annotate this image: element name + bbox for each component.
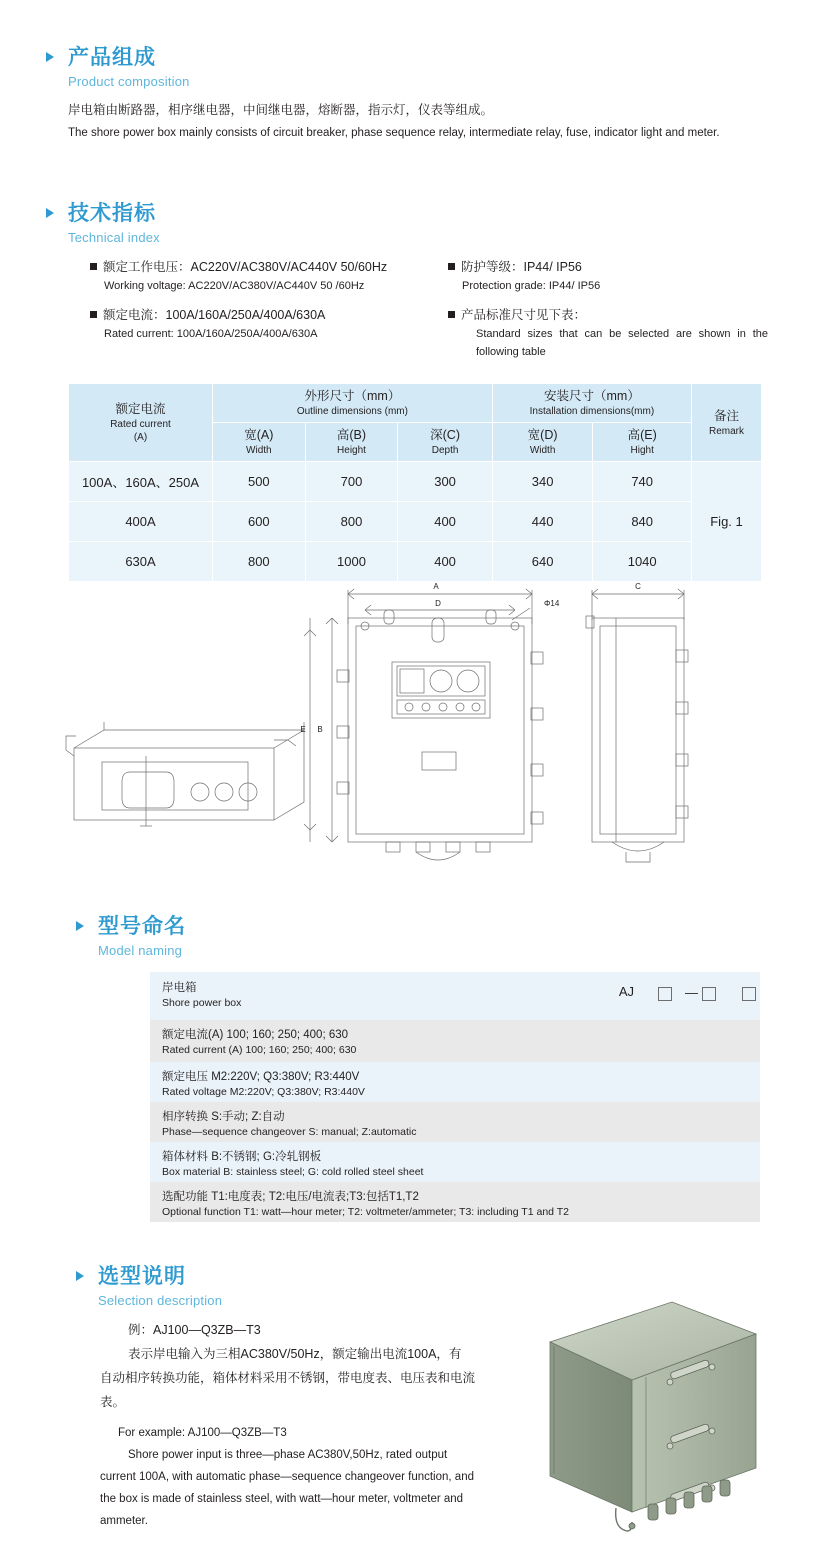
- drawing-side-view: [586, 589, 688, 862]
- th-en: Hight: [630, 445, 654, 456]
- model-row-cn: 箱体材料 B:不锈钢; G:冷轧钢板: [162, 1151, 322, 1163]
- body-en-3: the box is made of stainless steel, with watt—hour meter, voltmeter and: [100, 1493, 464, 1505]
- product-composition-body-cn: 岸电箱由断路器，相序继电器，中间继电器，熔断器，指示灯，仪表等组成。: [68, 103, 494, 117]
- dim-label-d: D: [435, 599, 441, 608]
- th-remark: [692, 384, 762, 462]
- spec-table-body: [69, 462, 762, 582]
- square-bullet-icon: [448, 263, 455, 270]
- th-cn: 深(C): [430, 428, 460, 442]
- triangle-bullet-icon: [76, 1271, 84, 1281]
- cell-current: 400A: [69, 502, 213, 542]
- th-height-b: [305, 423, 398, 462]
- tech-item-en: Standard sizes that can be selected are shown in the following table: [476, 328, 768, 358]
- th-en: Width: [529, 445, 556, 456]
- square-bullet-icon: [90, 311, 97, 318]
- tech-item-working-voltage: [90, 258, 440, 295]
- dim-label-c: C: [635, 582, 641, 591]
- th-cn: 宽(D): [527, 428, 558, 442]
- section-title-cn: 产品组成: [68, 46, 156, 69]
- cell-depth-c: 300: [398, 462, 493, 502]
- section-title-en: Model naming: [98, 943, 183, 958]
- section-heading-model-naming: [98, 915, 186, 960]
- example-en: For example: AJ100—Q3ZB—T3: [118, 1427, 287, 1439]
- cell-width-d: 640: [492, 542, 593, 582]
- th-unit: (A): [133, 432, 148, 443]
- model-row-cn: 相序转换 S:手动; Z:自动: [162, 1111, 285, 1123]
- th-installation-dimensions: [492, 384, 691, 423]
- th-cn: 额定电流: [115, 402, 166, 416]
- dim-label-b: B: [317, 725, 323, 734]
- cell-height-b: 1000: [305, 542, 398, 582]
- model-row-en: Rated voltage M2:220V; Q3:380V; R3:440V: [162, 1086, 365, 1098]
- drawing-front-view: [304, 589, 543, 860]
- selection-description-text: [100, 1318, 500, 1532]
- cell-height-b: 700: [305, 462, 398, 502]
- th-en: Rated current: [110, 419, 171, 430]
- model-row-rated-current: [150, 1020, 760, 1062]
- cell-width-d: 440: [492, 502, 593, 542]
- drawing-top-view: [66, 722, 304, 826]
- th-en: Outline dimensions (mm): [296, 406, 408, 417]
- cell-height-e: 740: [593, 462, 692, 502]
- model-row-en: Rated current (A) 100; 160; 250; 400; 630: [162, 1044, 357, 1056]
- model-row-en: Shore power box: [162, 997, 242, 1009]
- model-row-optional-function: [150, 1182, 760, 1222]
- model-row-cn: 选配功能 T1:电度表; T2:电压/电流表;T3:包括T1,T2: [162, 1191, 419, 1203]
- th-cn: 备注: [713, 408, 739, 423]
- model-row-en: Box material B: stainless steel; G: cold rolled steel sheet: [162, 1166, 424, 1178]
- section-title-en: Selection description: [98, 1293, 223, 1308]
- cell-width-a: 500: [213, 462, 306, 502]
- model-row-box-material: [150, 1142, 760, 1182]
- example-cn: 例：AJ100—Q3ZB—T3: [128, 1323, 261, 1337]
- th-depth-c: [398, 423, 493, 462]
- section-title-en: Technical index: [68, 230, 160, 245]
- section-heading-product-composition: [68, 46, 190, 91]
- body-cn-1: 表示岸电输入为三相AC380V/50Hz，额定输出电流100A，有: [128, 1347, 462, 1361]
- table-row: [69, 384, 762, 423]
- th-rated-current: [69, 384, 213, 462]
- th-en: Remark: [708, 425, 744, 437]
- model-code-dash: —: [685, 985, 698, 1000]
- body-en-2: current 100A, with automatic phase—sequence changeover function, and: [100, 1471, 474, 1483]
- model-code-box-1: [658, 987, 672, 1001]
- model-row-en: Optional function T1: watt—hour meter; T2: voltmeter/ammeter; T3: including T1 and T2: [162, 1206, 569, 1218]
- triangle-bullet-icon: [46, 208, 54, 218]
- body-cn-3: 表。: [100, 1395, 126, 1409]
- cell-height-e: 840: [593, 502, 692, 542]
- cell-width-a: 800: [213, 542, 306, 582]
- product-composition-body-en: The shore power box mainly consists of circuit breaker, phase sequence relay, intermediate relay, fuse, indicator light and meter.: [68, 127, 720, 139]
- section-title-cn: 技术指标: [68, 202, 156, 225]
- th-height-e: [593, 423, 692, 462]
- tech-item-cn: 防护等级：IP44/ IP56: [448, 258, 768, 277]
- model-naming-block: [150, 972, 760, 1222]
- cell-height-e: 1040: [593, 542, 692, 582]
- tech-item-cn: 额定工作电压：AC220V/AC380V/AC440V 50/60Hz: [90, 258, 440, 277]
- th-en: Depth: [431, 445, 459, 456]
- model-code-box-3: [742, 987, 756, 1001]
- model-row-rated-voltage: [150, 1062, 760, 1102]
- square-bullet-icon: [448, 311, 455, 318]
- table-row: [69, 462, 762, 502]
- model-row-cn: 岸电箱: [162, 982, 197, 994]
- product-photo-shore-power-box: [520, 1290, 780, 1550]
- cell-width-d: 340: [492, 462, 593, 502]
- model-row-shore-power-box: [150, 972, 760, 1020]
- cell-current: 100A、160A、250A: [69, 462, 213, 502]
- model-row-phase-sequence: [150, 1102, 760, 1142]
- tech-item-en: Rated current: 100A/160A/250A/400A/630A: [104, 328, 318, 340]
- square-bullet-icon: [90, 263, 97, 270]
- triangle-bullet-icon: [46, 52, 54, 62]
- spec-table: [68, 383, 762, 582]
- cell-current: 630A: [69, 542, 213, 582]
- tech-item-rated-current: [90, 306, 440, 343]
- section-heading-selection-description: [98, 1265, 222, 1310]
- section-title-en: Product composition: [68, 74, 190, 89]
- th-width-d: [492, 423, 593, 462]
- tech-item-en: Working voltage: AC220V/AC380V/AC440V 50 /60Hz: [104, 280, 365, 292]
- th-en: Installation dimensions(mm): [529, 406, 655, 417]
- th-cn: 高(B): [336, 428, 367, 442]
- dim-label-a: A: [433, 582, 439, 591]
- tech-item-cn: 额定电流：100A/160A/250A/400A/630A: [90, 306, 440, 325]
- cell-height-b: 800: [305, 502, 398, 542]
- tech-item-cn: 产品标准尺寸见下表：: [448, 306, 768, 325]
- table-row: [69, 542, 762, 582]
- tech-item-en: Protection grade: IP44/ IP56: [462, 280, 601, 292]
- dim-label-e: E: [300, 725, 306, 734]
- th-cn: 高(E): [627, 428, 657, 442]
- section-title-cn: 选型说明: [98, 1265, 186, 1288]
- body-cn-2: 自动相序转换功能，箱体材料采用不锈钢，带电度表、电压表和电流: [100, 1371, 476, 1385]
- th-en: Height: [337, 445, 366, 456]
- section-title-cn: 型号命名: [98, 915, 186, 938]
- th-outline-dimensions: [213, 384, 493, 423]
- model-row-cn: 额定电压 M2:220V; Q3:380V; R3:440V: [162, 1071, 360, 1083]
- cell-remark: Fig. 1: [692, 462, 762, 582]
- model-code-box-2: [702, 987, 716, 1001]
- tech-item-standard-sizes: [448, 306, 768, 361]
- tech-item-protection-grade: [448, 258, 768, 295]
- model-row-cn: 额定电流(A) 100; 160; 250; 400; 630: [162, 1029, 349, 1041]
- th-width-a: [213, 423, 306, 462]
- dim-label-hole: Φ14: [544, 599, 560, 608]
- technical-drawing-group: [60, 580, 760, 870]
- section-heading-technical-index: [68, 202, 160, 247]
- table-row: [69, 502, 762, 542]
- cell-depth-c: 400: [398, 542, 493, 582]
- triangle-bullet-icon: [76, 921, 84, 931]
- spec-table-head: [69, 384, 762, 462]
- th-cn: 宽(A): [244, 428, 274, 442]
- model-code-prefix: AJ: [618, 984, 634, 999]
- cell-width-a: 600: [213, 502, 306, 542]
- body-en-1: Shore power input is three—phase AC380V,50Hz, rated output: [128, 1449, 448, 1461]
- th-cn: 安装尺寸（mm）: [544, 389, 640, 403]
- th-cn: 外形尺寸（mm）: [304, 389, 401, 403]
- cell-depth-c: 400: [398, 502, 493, 542]
- model-row-en: Phase—sequence changeover S: manual; Z:automatic: [162, 1126, 417, 1138]
- th-en: Width: [246, 445, 272, 456]
- body-en-4: ammeter.: [100, 1515, 148, 1527]
